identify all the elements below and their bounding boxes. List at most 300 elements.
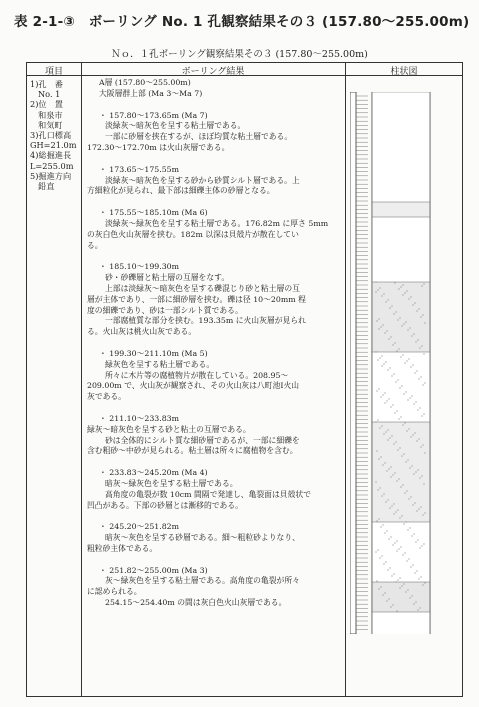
sand-dot: [402, 294, 403, 295]
sand-dot: [408, 498, 409, 499]
sand-dot: [381, 355, 382, 356]
sand-dot: [413, 603, 414, 604]
sand-dot: [393, 313, 394, 314]
observation-line: ・ 185.10～199.30m: [99, 262, 180, 272]
sand-dot: [394, 282, 395, 283]
table-subtitle: Ｎｏ．１孔ボーリング観察結果その３ (157.80～255.00m): [111, 49, 368, 60]
observation-line: ・ 251.82～255.00m (Ma 3): [99, 565, 208, 575]
sand-dot: [409, 327, 410, 328]
sand-dot: [400, 356, 401, 357]
lithology-band: [372, 612, 429, 634]
sand-dot: [388, 538, 389, 539]
sand-dot: [393, 443, 394, 444]
sand-dot: [418, 578, 419, 579]
sand-dot: [381, 295, 382, 296]
lithology-band: [372, 217, 429, 282]
sand-dot: [397, 509, 398, 510]
item-entry: 5)掘進方向: [30, 170, 72, 181]
paragraph-gap: [87, 251, 343, 262]
sand-dot: [397, 449, 398, 450]
sand-dot: [382, 464, 383, 465]
sand-dot: [420, 576, 421, 577]
sand-dot: [418, 508, 419, 509]
sand-dot: [404, 492, 405, 493]
item-entry: 和気町: [38, 119, 63, 130]
sand-dot: [410, 436, 411, 437]
borehole-column-diagram: [350, 92, 440, 634]
sand-dot: [385, 301, 386, 302]
sand-dot: [410, 566, 411, 567]
sand-dot: [395, 511, 396, 512]
sand-dot: [422, 314, 423, 315]
sand-dot: [394, 542, 395, 543]
sand-dot: [383, 493, 384, 494]
sand-dot: [383, 363, 384, 364]
sand-dot: [401, 455, 402, 456]
sand-dot: [423, 353, 424, 354]
sand-dot: [414, 302, 415, 303]
sand-dot: [389, 567, 390, 568]
observation-line: 高角度の亀裂が数 10cm 間隔で発達し、亀裂面は貝殻状で: [105, 489, 311, 499]
sand-dot: [421, 545, 422, 546]
sand-dot: [382, 594, 383, 595]
sand-dot: [384, 402, 385, 403]
sand-dot: [381, 555, 382, 556]
sand-dot: [395, 581, 396, 582]
sand-dot: [416, 570, 417, 571]
sand-dot: [411, 465, 412, 466]
sand-dot: [384, 592, 385, 593]
observation-line: 灰である。: [87, 392, 126, 402]
sand-dot: [390, 606, 391, 607]
sand-dot: [417, 539, 418, 540]
sand-dot: [380, 456, 381, 457]
item-entry: 4)総掘進長: [30, 150, 72, 161]
table-title: 表 2-1-③ ボーリング No. 1 孔観察結果その３ (157.80～255.00m): [14, 14, 470, 30]
item-entry: 和泉市: [38, 109, 63, 120]
observation-line: 砂・砂礫層と粘土層の互層をなす。: [105, 273, 230, 283]
sand-dot: [389, 437, 390, 438]
sand-dot: [416, 370, 417, 371]
observation-line: 淡緑灰～緑灰色を呈する粘土層である。176.82m に厚さ 5mm: [105, 218, 329, 228]
sand-dot: [418, 308, 419, 309]
observation-line: 緑灰～暗灰色を呈する砂と粘土の互層である。: [87, 424, 251, 434]
sand-dot: [416, 510, 417, 511]
observation-line: ・ 173.65～175.55m: [99, 164, 180, 174]
sand-dot: [376, 520, 377, 521]
observation-line: ・ 211.10～233.83m: [99, 413, 180, 423]
sand-dot: [402, 484, 403, 485]
paragraph-gap: [87, 457, 343, 468]
sand-dot: [412, 304, 413, 305]
observation-line: 含む粗砂～中砂が見られる。粘土層は所々に腐植物を含む。: [87, 446, 298, 456]
observation-line: 粗粒砂主体である。: [87, 543, 158, 553]
sand-dot: [410, 296, 411, 297]
sand-dot: [390, 336, 391, 337]
sand-dot: [388, 398, 389, 399]
sand-dot: [399, 587, 400, 588]
sand-dot: [398, 418, 399, 419]
sand-dot: [413, 403, 414, 404]
sand-dot: [401, 385, 402, 386]
sand-dot: [407, 589, 408, 590]
sand-dot: [384, 392, 385, 393]
sand-dot: [418, 438, 419, 439]
item-list: [30, 79, 80, 191]
observation-line: 172.30～172.70m は火山灰層である。: [87, 142, 230, 152]
sand-dot: [411, 395, 412, 396]
paragraph-gap: [87, 197, 343, 208]
lithology-band: [372, 202, 429, 217]
sand-dot: [414, 572, 415, 573]
sand-dot: [385, 431, 386, 432]
sand-dot: [383, 563, 384, 564]
sand-dot: [379, 557, 380, 558]
sand-dot: [404, 362, 405, 363]
sand-dot: [377, 359, 378, 360]
sand-dot: [396, 480, 397, 481]
sand-dot: [399, 577, 400, 578]
sand-dot: [415, 601, 416, 602]
sand-dot: [386, 330, 387, 331]
sand-dot: [391, 375, 392, 376]
sand-dot: [417, 609, 418, 610]
sand-dot: [406, 490, 407, 491]
sand-dot: [377, 419, 378, 420]
sand-dot: [407, 459, 408, 460]
sand-dot: [399, 317, 400, 318]
sand-dot: [393, 373, 394, 374]
sand-dot: [377, 289, 378, 290]
sand-dot: [404, 422, 405, 423]
sand-dot: [399, 387, 400, 388]
observation-line: 所々に木片等の腐植物片が散在している。208.95～: [105, 370, 289, 380]
sand-dot: [403, 393, 404, 394]
sand-dot: [404, 552, 405, 553]
sand-dot: [401, 325, 402, 326]
sand-dot: [408, 558, 409, 559]
sand-dot: [398, 548, 399, 549]
sand-dot: [376, 450, 377, 451]
observation-line: 緑灰色を呈する粘土層である。: [105, 359, 215, 369]
sand-dot: [393, 513, 394, 514]
sand-dot: [385, 501, 386, 502]
sand-dot: [377, 549, 378, 550]
sand-dot: [393, 503, 394, 504]
sand-dot: [421, 475, 422, 476]
sand-dot: [420, 446, 421, 447]
sand-dot: [405, 521, 406, 522]
sand-dot: [398, 478, 399, 479]
sand-dot: [411, 595, 412, 596]
sand-dot: [403, 453, 404, 454]
sand-dot: [388, 468, 389, 469]
sand-dot: [391, 435, 392, 436]
sand-dot: [400, 286, 401, 287]
sand-dot: [378, 588, 379, 589]
lithology-band: [372, 522, 429, 582]
sand-dot: [406, 560, 407, 561]
sand-dot: [378, 318, 379, 319]
sand-dot: [420, 376, 421, 377]
sand-dot: [420, 316, 421, 317]
sand-dot: [381, 425, 382, 426]
sand-dot: [396, 350, 397, 351]
sand-dot: [395, 311, 396, 312]
item-entry: GH=21.0m: [30, 140, 77, 151]
sand-dot: [407, 399, 408, 400]
sand-dot: [412, 564, 413, 565]
sand-dot: [394, 412, 395, 413]
observation-line: 一部に砂層を挟在するが、ほぼ均質な粘土層である。: [105, 132, 293, 142]
sand-dot: [377, 489, 378, 490]
sand-dot: [394, 472, 395, 473]
sand-dot: [413, 473, 414, 474]
sand-dot: [419, 407, 420, 408]
sand-dot: [380, 586, 381, 587]
sand-dot: [389, 507, 390, 508]
sand-dot: [387, 569, 388, 570]
sand-dot: [406, 290, 407, 291]
sand-dot: [412, 434, 413, 435]
observation-line: 大阪層群上部 (Ma 3～Ma 7): [99, 88, 203, 98]
observation-line: 方細粒化が見られ、最下部は細礫主体の砂層となる。: [87, 186, 275, 196]
sand-dot: [384, 532, 385, 533]
observation-line: 砂は全体的にシルト質な細砂層であるが、一部に細礫を: [105, 435, 300, 445]
sand-dot: [378, 518, 379, 519]
observation-line: A層 (157.80～255.00m): [99, 78, 191, 87]
sand-dot: [414, 502, 415, 503]
sand-dot: [375, 551, 376, 552]
sand-dot: [423, 283, 424, 284]
observation-line: 暗灰～灰色を呈する砂層である。細～粗粒砂よりなり、: [105, 533, 300, 543]
sand-dot: [395, 381, 396, 382]
sand-dot: [409, 397, 410, 398]
sand-dot: [405, 321, 406, 322]
sand-dot: [397, 319, 398, 320]
sand-dot: [376, 320, 377, 321]
sand-dot: [405, 391, 406, 392]
sand-dot: [424, 452, 425, 453]
sand-dot: [407, 329, 408, 330]
sand-dot: [413, 333, 414, 334]
sand-dot: [403, 523, 404, 524]
sand-dot: [394, 342, 395, 343]
observation-column-header: ボーリング結果: [181, 67, 245, 77]
observation-line: る。火山灰は桃火山灰である。: [87, 327, 197, 337]
paragraph-gap: [87, 154, 343, 165]
sand-dot: [423, 543, 424, 544]
sand-dot: [379, 287, 380, 288]
sand-dot: [411, 335, 412, 336]
sand-dot: [421, 345, 422, 346]
sand-dot: [403, 583, 404, 584]
sand-dot: [392, 404, 393, 405]
observation-line: 淡緑灰～暗灰色を呈する粘土層である。: [105, 121, 246, 131]
lithology-band: [372, 92, 429, 202]
column-divider: [345, 63, 346, 696]
sand-dot: [419, 547, 420, 548]
observation-line: 一部腐植質な部分を挟む。193.35m に火山灰層が見られ: [105, 316, 306, 326]
sand-dot: [417, 339, 418, 340]
sand-dot: [375, 281, 376, 282]
sand-dot: [392, 544, 393, 545]
sand-dot: [417, 409, 418, 410]
observation-line: 淡緑灰～暗灰色を呈する砂から砂質シルト層である。上: [105, 175, 300, 185]
sand-dot: [407, 529, 408, 530]
observation-line: 凹凸がある。下部の砂層とは漸移的である。: [87, 500, 243, 510]
paragraph-gap: [87, 555, 343, 566]
sand-dot: [376, 390, 377, 391]
sand-dot: [396, 610, 397, 611]
sand-dot: [380, 526, 381, 527]
sand-dot: [412, 504, 413, 505]
paragraph-gap: [87, 338, 343, 349]
sand-dot: [387, 499, 388, 500]
sand-dot: [379, 427, 380, 428]
sand-dot: [405, 461, 406, 462]
sand-dot: [378, 388, 379, 389]
item-entry: 3)孔口標高: [30, 130, 72, 141]
sand-dot: [395, 441, 396, 442]
paragraph-gap: [87, 403, 343, 414]
column-diagram-header: 柱状図: [390, 67, 418, 77]
sand-dot: [390, 476, 391, 477]
sand-dot: [400, 416, 401, 417]
sand-dot: [387, 429, 388, 430]
sand-dot: [384, 332, 385, 333]
sand-dot: [415, 541, 416, 542]
sand-dot: [396, 550, 397, 551]
sand-dot: [414, 432, 415, 433]
sand-dot: [386, 470, 387, 471]
sand-dot: [392, 604, 393, 605]
sand-dot: [390, 406, 391, 407]
sand-dot: [381, 365, 382, 366]
sand-dot: [379, 357, 380, 358]
sand-dot: [421, 285, 422, 286]
sand-dot: [390, 466, 391, 467]
sand-dot: [402, 284, 403, 285]
sand-dot: [382, 394, 383, 395]
sand-dot: [381, 495, 382, 496]
sand-dot: [401, 585, 402, 586]
observation-line: の灰白色火山灰層を挟む。182m 以深は貝殻片が散在してい: [87, 229, 299, 239]
sand-dot: [421, 415, 422, 416]
sand-dot: [396, 410, 397, 411]
sand-dot: [424, 322, 425, 323]
sand-dot: [378, 328, 379, 329]
sand-dot: [422, 584, 423, 585]
sand-dot: [401, 515, 402, 516]
paragraph-gap: [87, 100, 343, 111]
sand-dot: [423, 483, 424, 484]
item-entry: 1)孔 番: [30, 79, 63, 89]
sand-dot: [375, 481, 376, 482]
sand-dot: [385, 361, 386, 362]
sand-dot: [398, 288, 399, 289]
sand-dot: [420, 506, 421, 507]
sand-dot: [409, 597, 410, 598]
sand-dot: [409, 467, 410, 468]
item-entry: L=255.0m: [30, 160, 74, 171]
sand-dot: [391, 305, 392, 306]
column-divider: [81, 63, 82, 696]
sand-dot: [385, 561, 386, 562]
sand-dot: [382, 524, 383, 525]
sand-dot: [375, 291, 376, 292]
observation-line: ・ 233.83～245.20m (Ma 4): [99, 468, 208, 478]
sand-dot: [380, 326, 381, 327]
sand-dot: [409, 527, 410, 528]
sand-dot: [376, 580, 377, 581]
sand-dot: [415, 401, 416, 402]
sand-dot: [424, 382, 425, 383]
sand-dot: [388, 598, 389, 599]
sand-dot: [386, 400, 387, 401]
sand-dot: [406, 430, 407, 431]
sand-dot: [422, 384, 423, 385]
observation-line: 209.00m で、火山灰が観察され、その火山灰は八町池Ⅰ火山: [87, 381, 300, 391]
observation-line: 度の細礫であり、砂は一部シルト質である。: [87, 305, 243, 315]
sand-dot: [406, 360, 407, 361]
sand-dot: [423, 413, 424, 414]
observation-line: 上部は淡緑灰～暗灰色を呈する礫混じり砂と粘土層の互: [105, 283, 300, 293]
sand-dot: [402, 354, 403, 355]
sand-dot: [402, 554, 403, 555]
sand-dot: [399, 517, 400, 518]
sand-dot: [392, 344, 393, 345]
sand-dot: [424, 512, 425, 513]
sand-dot: [384, 462, 385, 463]
sand-dot: [399, 447, 400, 448]
observation-line: 層が主体であり、一部に細砂層を挟む。礫は径 10～20mm 程: [87, 294, 306, 304]
lithology-band: [372, 352, 429, 422]
sand-dot: [410, 496, 411, 497]
sand-dot: [413, 533, 414, 534]
sand-dot: [383, 433, 384, 434]
sand-dot: [404, 292, 405, 293]
sand-dot: [393, 573, 394, 574]
sand-dot: [382, 324, 383, 325]
sand-dot: [390, 536, 391, 537]
sand-dot: [398, 348, 399, 349]
observation-line: 254.15～254.40m の間は灰白色火山灰層である。: [105, 598, 287, 608]
sand-dot: [408, 428, 409, 429]
sand-dot: [400, 486, 401, 487]
sand-dot: [405, 591, 406, 592]
sand-dot: [411, 535, 412, 536]
sand-dot: [386, 600, 387, 601]
item-entry: No. 1: [38, 89, 61, 100]
sand-dot: [400, 546, 401, 547]
sand-dot: [388, 338, 389, 339]
paragraph-gap: [87, 511, 343, 522]
sand-dot: [375, 421, 376, 422]
sand-dot: [422, 444, 423, 445]
observation-line: る。: [87, 240, 103, 250]
sand-dot: [397, 379, 398, 380]
sand-dot: [378, 458, 379, 459]
sand-dot: [379, 487, 380, 488]
sand-dot: [397, 579, 398, 580]
observation-line: ・ 157.80～173.65m (Ma 7): [99, 110, 208, 120]
sand-dot: [415, 471, 416, 472]
item-column-header: 項目: [44, 67, 63, 77]
sand-dot: [389, 307, 390, 308]
sand-dot: [422, 514, 423, 515]
sand-dot: [383, 293, 384, 294]
